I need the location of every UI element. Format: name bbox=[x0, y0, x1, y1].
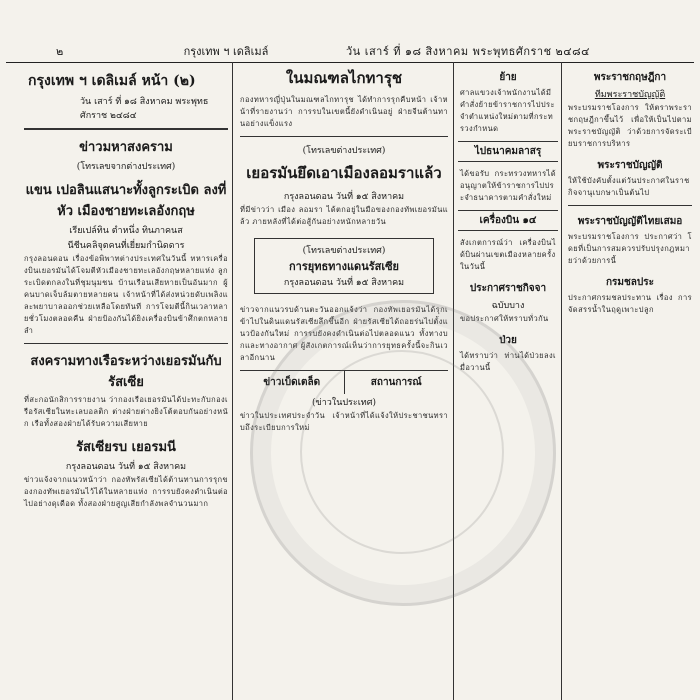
divider bbox=[240, 136, 448, 137]
bank-body: ได้ขอรับ กระทรวงทหารได้อนุญาตให้ข้าราชการไปประจำธนาคารตามคำสั่งใหม่ bbox=[460, 169, 556, 202]
war-news-heading: ข่าวมหาสงคราม bbox=[79, 140, 173, 155]
lomra-headline: เยอรมันยึดเอาเมืองลอมราแล้ว bbox=[246, 164, 442, 182]
russia-front-dateline: กรุงลอนดอน วันที่ ๑๕ สิงหาคม bbox=[283, 278, 405, 288]
act2-heading: พระราชบัญญัติไทยเสมอ bbox=[577, 216, 683, 227]
lomra-body: ที่มีข่าวว่า เมือง ลอมรา ได้ตกอยู่ในมือของกองทัพเยอรมันแล้ว ภายหลังที่ได้ต่อสู้กันอย่างหนักหลายวัน bbox=[240, 205, 448, 226]
situation-heading: สถานการณ์ bbox=[370, 377, 422, 388]
masthead-date: วัน เสาร์ ที่ ๑๘ สิงหาคม พระพุทธศักราช ๒๔๘๔ bbox=[80, 97, 209, 121]
naval-war-headline: สงครามทางเรือระหว่างเยอรมันกับรัสเซีย bbox=[30, 354, 222, 390]
lead-article-body: กรุงลอนดอน เรื่องข้อพิพาทต่างประเทศในวันนี้ ทหารเครื่องบินเยอรมันได้โจมตีหัวเมืองชายทะเลอังกฤษหลายแห่ง ลูกระเบิดตกลงในที่ชุมนุมชน บ้านเรือนเสียหายเป็นอันมาก ผู้คนบาดเจ็บล้มตายหลายคน เจ้าหน้าที่ได้ส่งหน่วยดับเพลิงและพยาบาลออกช่วยเหลือโดยทันที การโจมตีนี้กินเวลาหลายชั่วโมงตลอดคืน ฝ่ายป้องกันได้ยิงเครื่องบินข้าศึกตกหลายลำ bbox=[24, 254, 228, 335]
aircraft-body: สังเกตการณ์ว่า เครื่องบินได้บินผ่านเขตเมืองหลายครั้งในวันนี้ bbox=[460, 238, 556, 271]
header-date: วัน เสาร์ ที่ ๑๘ สิงหาคม พระพุทธศักราช ๒๔๘๔ bbox=[346, 45, 590, 58]
war-news-source: (โทรเลขจากต่างประเทศ) bbox=[76, 162, 176, 172]
column-2 bbox=[236, 62, 452, 700]
act-body: ให้ใช้บังคับตั้งแต่วันประกาศในราชกิจจานุเบกษาเป็นต้นไป bbox=[568, 176, 690, 197]
russia-headline: รัสเซียรบ เยอรมนี bbox=[76, 440, 176, 455]
bank-heading-box bbox=[458, 141, 558, 162]
russia-body: ข่าวแจ้งจากแนวหน้าว่า กองทัพรัสเซียได้ต้านทานการรุกของกองทัพเยอรมันไว้ได้ในหลายแห่ง การรบยังคงดำเนินต่อไปอย่างดุเดือด ทั้งสองฝ่ายสูญเสียกำลังพลจำนวนมาก bbox=[24, 475, 228, 508]
column-rule bbox=[232, 62, 233, 700]
gazette-subheading: ฉบับบาง bbox=[491, 301, 525, 311]
russia-front-box bbox=[254, 238, 434, 294]
col2-article-body: กองทหารญี่ปุ่นในมณฑลไกทารุช ได้ทำการรุกคืบหน้า เจ้าหน้าที่รายงานว่า การรบในเขตนี้ยังดำเนินอยู่ ฝ่ายจีนต้านทานอย่างแข็งแรง bbox=[240, 95, 448, 128]
col2-source: (โทรเลขต่างประเทศ) bbox=[302, 146, 386, 156]
column-1 bbox=[20, 62, 232, 700]
column-rule bbox=[453, 62, 454, 700]
irrigation-body: ประกาศกรมชลประทาน เรื่อง การจัดสรรน้ำในฤดูเพาะปลูก bbox=[568, 293, 692, 314]
decree-subheading: ทีมพระราชบัญญัติ bbox=[594, 90, 666, 100]
illness-heading: ป่วย bbox=[499, 335, 517, 346]
russia-front-source: (โทรเลขต่างประเทศ) bbox=[302, 246, 386, 256]
transfer-heading: ย้าย bbox=[499, 72, 517, 83]
illness-body: ได้ทราบว่า ท่านได้ป่วยลงเมื่อวานนี้ bbox=[460, 351, 556, 372]
decree-body: พระบรมราชโองการ ให้ตราพระราชกฤษฎีกาขึ้นไว้ เพื่อให้เป็นไปตามพระราชบัญญัติ ว่าด้วยการจัดระเบียบราชการบริหาร bbox=[568, 103, 692, 148]
masthead: กรุงเทพ ฯ เดลิเมล์ หน้า (๒) bbox=[28, 73, 196, 89]
gazette-body: ขอประกาศให้ทราบทั่วกัน bbox=[460, 314, 549, 323]
aircraft-heading-box bbox=[458, 210, 558, 231]
russia-dateline: กรุงลอนดอน วันที่ ๑๕ สิงหาคม bbox=[65, 462, 187, 472]
column-4 bbox=[564, 62, 696, 700]
russia-front-body: ข่าวจากแนวรบด้านตะวันออกแจ้งว่า กองทัพเยอรมันได้รุกเข้าไปในดินแดนรัสเซียลึกขึ้นอีก ฝ่ายรัสเซียได้ถอยร่นไปตั้งแนวป้องกันใหม่ การรบยังคงดำเนินต่อไปตลอดแนว ทั้งทางบกและทางอากาศ ผู้สังเกตการณ์เห็นว่าการยุทธครั้งนี้จะกินเวลาอีกนาน bbox=[240, 305, 448, 362]
divider bbox=[24, 343, 228, 344]
russia-front-headline: การยุทธทางแดนรัสเซีย bbox=[289, 260, 399, 273]
lead-subhead-1: เรียเปล์ทิน ตำหนึ่ง ทินภาคนส bbox=[69, 226, 183, 236]
column-rule bbox=[561, 62, 562, 700]
act-heading: พระราชบัญญัติ bbox=[597, 160, 663, 171]
irrigation-heading: กรมชลประ bbox=[605, 277, 655, 288]
misc-news-heading: ข่าวเบ็ดเตล็ด bbox=[240, 371, 345, 394]
lead-headline: แขน เปอลินแสนาะทั้งลูกระเบิด ลงที่หัว เมืองชายทะเลอังกฤษ bbox=[25, 183, 227, 219]
mini-headers bbox=[240, 370, 448, 394]
gazette-heading: ประกาศราชกิจจา bbox=[469, 283, 547, 294]
page-number: ๒ bbox=[56, 45, 64, 58]
transfer-body: ศาลแขวงเจ้าพนักงานได้มีคำสั่งย้ายข้าราชการไปประจำตำแหน่งใหม่ตามที่กระทรวงกำหนด bbox=[460, 88, 555, 133]
header-paper-name: กรุงเทพ ฯ เดลิเมล์ bbox=[183, 45, 269, 58]
lead-subhead-2: นีชีนคลิจุตคนที่เยี่ยมกำนิดดาร bbox=[67, 241, 185, 251]
naval-war-body: ที่สะกอนักสิการรายงาน ว่ากองเรือเยอรมันได้ปะทะกับกองเรือรัสเซียในทะเลบอลติก ต่างฝ่ายต่างยิงโต้ตอบกันอย่างหนัก เรือทั้งสองฝ่ายได้รับความเสียหาย bbox=[24, 395, 229, 428]
aircraft-heading: เครื่องบิน ๑๔ bbox=[479, 215, 537, 226]
page-header bbox=[6, 40, 694, 63]
divider bbox=[568, 205, 692, 206]
misc-news-sub: (ข่าวในประเทศ) bbox=[312, 398, 376, 408]
divider bbox=[24, 128, 228, 130]
column-3 bbox=[456, 62, 560, 700]
bank-heading: ไปธนาคมลาสรุ bbox=[474, 146, 542, 157]
misc-news-body: ข่าวในประเทศประจำวัน เจ้าหน้าที่ได้แจ้งให้ประชาชนทราบถึงระเบียบการใหม่ bbox=[240, 411, 448, 432]
act2-body: พระบรมราชโองการ ประกาศว่า โดยที่เป็นการสมควรปรับปรุงกฎหมายว่าด้วยการนี้ bbox=[568, 232, 692, 265]
lomra-dateline: กรุงลอนดอน วันที่ ๑๕ สิงหาคม bbox=[283, 192, 405, 202]
decree-heading: พระราชกฤษฎีกา bbox=[593, 72, 667, 83]
col2-heading: ในมณฑลไกทารุช bbox=[285, 69, 403, 87]
